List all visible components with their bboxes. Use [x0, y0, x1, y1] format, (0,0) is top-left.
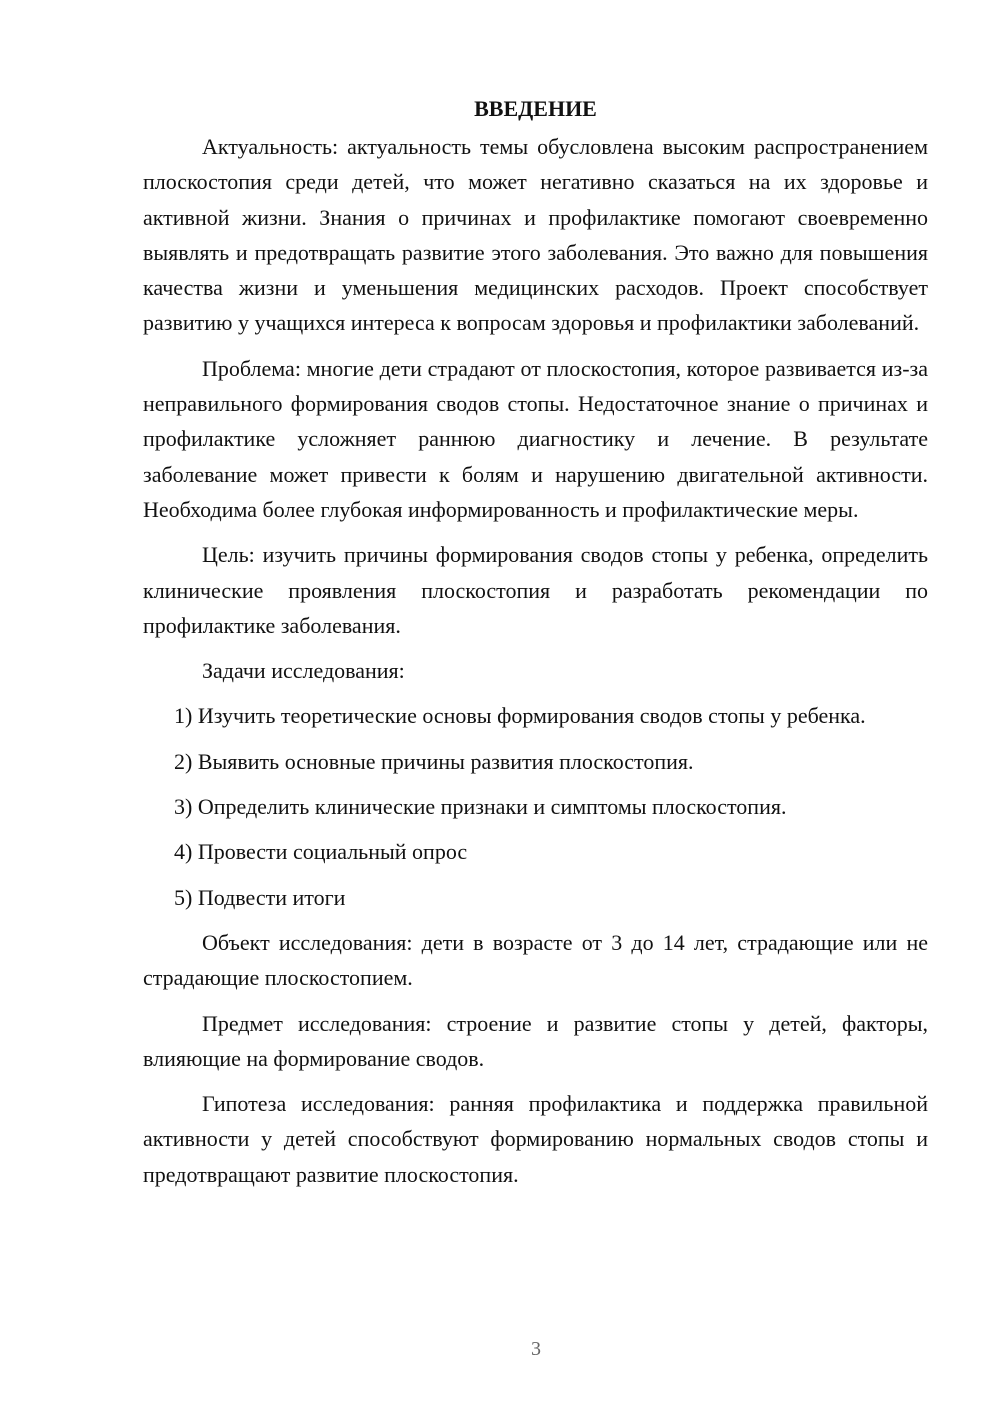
page-number: 3 — [531, 1338, 541, 1360]
section-title: ВВЕДЕНИЕ — [474, 96, 597, 121]
task-item-5: 5) Подвести итоги — [174, 884, 346, 910]
task-item-4: 4) Провести социальный опрос — [174, 839, 468, 865]
page-content — [143, 91, 928, 1202]
task-item-3: 3) Определить клинические признаки и симптомы плоскостопия. — [174, 794, 787, 820]
tasks-heading: Задачи исследования: — [202, 658, 405, 684]
task-item-2: 2) Выявить основные причины развития плоскостопия. — [174, 748, 694, 774]
paragraph-subject: Предмет исследования: строение и развитие стопы у детей, факторы, влияющие на формирование сводов. — [143, 1010, 928, 1071]
task-item-1: 1) Изучить теоретические основы формирования сводов стопы у ребенка. — [174, 703, 866, 729]
paragraph-hypothesis: Гипотеза исследования: ранняя профилактика и поддержка правильной активности у детей способствуют формированию нормальных сводов стопы и предотвращают развитие плоскостопия. — [143, 1091, 928, 1187]
paragraph-problem: Проблема: многие дети страдают от плоскостопия, которое развивается из-за неправильного формирования сводов стопы. Недостаточное знание о причинах и профилактике усложняет раннюю диагностику и лечение. В результате заболевание может привести к болям и нарушению двигательной активности. Необходима более глубокая информированность и профилактические меры. — [143, 355, 928, 522]
paragraph-object: Объект исследования: дети в возрасте от 3 до 14 лет, страдающие или не страдающие плоскостопием. — [143, 929, 928, 991]
paragraph-goal: Цель: изучить причины формирования сводов стопы у ребенка, определить клинические проявления плоскостопия и разработать рекомендации по профилактике заболевания. — [143, 542, 928, 638]
paragraph-relevance: Актуальность: актуальность темы обусловлена высоким распространением плоскостопия среди детей, что может негативно сказаться на их здоровье и активной жизни. Знания о причинах и профилактике помогают своевременно выявлять и предотвращать развитие этого заболевания. Это важно для повышения качества жизни и уменьшения медицинских расходов. Проект способствует развитию у учащихся интереса к вопросам здоровья и профилактики заболеваний. — [143, 134, 928, 336]
